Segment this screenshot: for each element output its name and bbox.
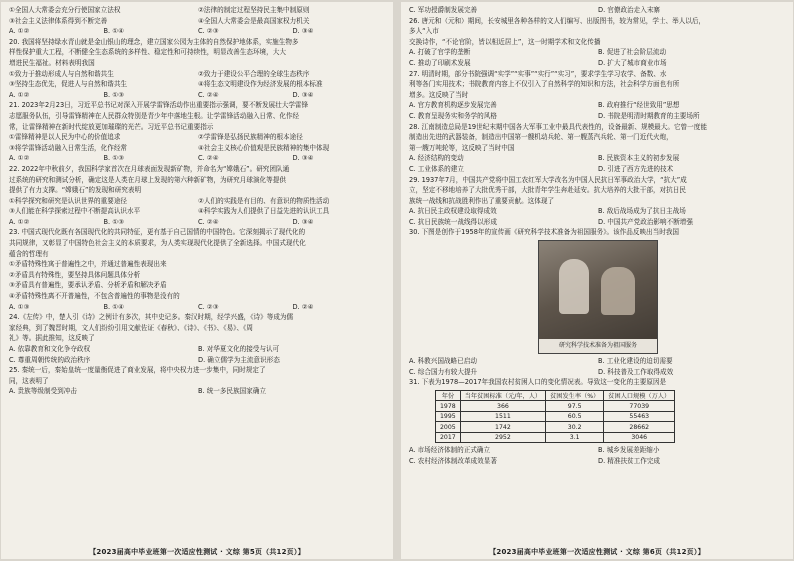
option-row: [409, 100, 787, 111]
table-cell: 2017: [436, 432, 461, 443]
page-6-body-bottom: [409, 445, 787, 466]
option-text: ③坚持生态优先，促进人与自然和谐共生: [9, 80, 128, 89]
question-text-line: 29. 1937年7月，中国共产党将中国工农红军大学改名为中国人民抗日军事政治大学，“抗大”成: [409, 175, 687, 184]
question-text-line: 制造出先进的武器装备，制造出中国第一艘机动兵轮、第一艘蒸汽兵轮、第一门近代火炮，: [409, 133, 673, 142]
table-cell: 97.5: [546, 401, 604, 412]
question-text-line: ④矛盾特殊性离不开普遍性，不包含普遍性的事物是没有的: [9, 292, 180, 301]
option-text: ①科学探究和研究是认识世界的重要途径: [9, 196, 128, 205]
option-text: B. ①④: [103, 302, 125, 311]
question-text-line: 家经典，到了魏晋时期，文人们纷纷引用文献佐证《春秋》、《诗》、《书》、《易》、《周: [9, 323, 253, 332]
table-header-cell: 年份: [436, 390, 461, 401]
option-row: [9, 79, 387, 90]
question-text-line: 共同规律，又彰显了中国特色社会主义的本质要求，为人类实现现代化提供了全新选择。中国式现代化: [9, 239, 306, 248]
option-text: ①致力于推动形成人与自然和谐共生: [9, 69, 114, 78]
page-5-body: [9, 5, 387, 397]
table-cell: 60.5: [546, 411, 604, 422]
option-text: B. 民族资本主义的初步发展: [598, 154, 680, 163]
option-text: B. 统一多民族国家确立: [198, 387, 267, 396]
question-text-line: 蕴含的哲理有: [9, 249, 49, 258]
option-row: [9, 69, 387, 80]
question-text-line: 样性保护重大工程，不断健全生态系统的多样性、稳定性和可持续性，明显改善生态环境，大大: [9, 48, 286, 57]
option-row: [409, 367, 787, 378]
question-text-line: 23. 中国式现代化既有各国现代化的共同特征，更有基于自己国情的中国特色。它深刻揭示了现代化的: [9, 228, 306, 237]
option-row: [9, 302, 387, 313]
option-text: ②人们的实践是有目的、有意识的物质性活动: [198, 196, 330, 205]
option-row: [409, 164, 787, 175]
option-text: ③社会主义法律体系得到不断完善: [9, 16, 108, 25]
option-text: A. 科教兴国战略已启动: [409, 357, 477, 366]
question-text-line: 立，坚定不移地培养了大批优秀干部，大批青年学生奔赴延安。抗大培养的大批干部，对抗日民: [409, 186, 686, 195]
option-row: [409, 445, 787, 456]
option-text: B. ①③: [103, 154, 125, 163]
option-text: A. 市场经济体制的正式确立: [409, 446, 491, 455]
page-5-footer: 【2023届高中毕业班第一次适应性测试 · 文综 第5页（共12页）】: [89, 548, 305, 556]
question-text-line: 族统一战线和抗战胜利作出了重要贡献。这体现了: [409, 196, 555, 205]
question-text-line: 过系统的研究和测试分析，确定这是人类在月球上发现的第六种新矿物，为研究月球演化等提供: [9, 175, 286, 184]
option-text: B. 敌后战场成为了抗日主战场: [598, 207, 686, 216]
table-cell: 2005: [436, 422, 461, 433]
table-header-cell: 贫困人口规模（万人）: [604, 390, 675, 401]
table-cell: 1742: [460, 422, 545, 433]
option-text: C. 军功授爵制发展完善: [409, 6, 478, 14]
question-text-line: ①矛盾特殊性寓于普遍性之中，并通过普遍性表现出来: [9, 260, 167, 269]
option-text: A. 官方教育机构逐步发展完善: [409, 101, 497, 110]
option-text: B. 政府推行“经世致用”思想: [598, 101, 680, 110]
option-text: D. 确立儒学为主流意识形态: [198, 355, 280, 364]
option-text: A. ①③: [9, 302, 30, 311]
option-text: B. 城乡发展差距缩小: [598, 446, 660, 455]
question-text-line: 多人“入市: [409, 27, 439, 36]
option-row: [409, 356, 787, 367]
option-text: A. 经济结构的变动: [409, 154, 464, 163]
table-cell: 3.1: [546, 432, 604, 443]
question-text-line: 第一艘万吨轮等，这反映了当时中国: [409, 143, 515, 152]
option-text: C. 推动了印刷术发展: [409, 58, 471, 67]
propaganda-poster-image: [538, 240, 658, 354]
option-text: ③将学雷锋活动融入日常生活，化作经常: [9, 143, 128, 152]
option-text: ④将生态文明建设作为经济发展的根本标准: [198, 80, 323, 89]
option-row: [9, 196, 387, 207]
option-row: [409, 206, 787, 217]
option-row: [9, 206, 387, 217]
poster-caption: 研究科学技术准备为祖国服务: [539, 339, 657, 353]
question-text-line: 礼》等。据此推知，这反映了: [9, 334, 95, 343]
option-row: [9, 217, 387, 228]
option-text: A. 依靠教育和文化争夺政权: [9, 345, 91, 353]
option-row: [9, 355, 387, 366]
page-5: [1, 2, 393, 559]
page-6-body-mid: [409, 356, 787, 388]
question-text-line: 27. 明清时期，部分书院强调“实学”“实事”“实行”“实习”，要求学生学习农学、备数、水: [409, 69, 667, 78]
option-text: C. 综合国力有较大提升: [409, 367, 478, 376]
option-text: A. ①②: [9, 217, 30, 226]
option-text: C. ②③: [198, 302, 219, 311]
question-text-line: ②矛盾具有特殊性，要坚持具体问题具体分析: [9, 270, 141, 279]
table-header-row: [436, 390, 675, 401]
option-text: D. 扩大了城市商业市场: [598, 58, 667, 67]
option-row: [409, 217, 787, 228]
table-row: [436, 401, 675, 412]
question-text-line: 交换诗作，“不论官阶，皆以相近居上”，这一时期学术和文化传播: [409, 37, 601, 46]
option-text: ④全国人大常委会是最高国家权力机关: [198, 16, 310, 25]
table-cell: 77039: [604, 401, 675, 412]
option-text: C. 抗日民族统一战线得以形成: [409, 217, 497, 226]
option-text: C. 教育呈现务实和务学的风格: [409, 111, 497, 120]
option-text: C. ②④: [198, 90, 219, 99]
option-row: [409, 58, 787, 69]
question-text-line: 增多。这反映了当时: [409, 90, 469, 99]
option-row: [9, 153, 387, 164]
page-6-body-top: [409, 5, 787, 238]
option-text: A. 抗日民主政权建设取得成效: [409, 207, 497, 216]
table-cell: 1978: [436, 401, 461, 412]
option-text: B. 促进了社会阶层流动: [598, 48, 667, 57]
question-text-line: 利等各门实用技术；书院教育内容上不仅引入了自然科学的知识和方法，社会科学方面也有所: [409, 80, 680, 89]
option-row: [9, 16, 387, 27]
option-text: ④科学实践为人们提供了日益先进的认识工具: [198, 207, 330, 216]
table-row: [436, 432, 675, 443]
option-text: A. 贵族等级制受到冲击: [9, 387, 77, 396]
option-text: C. ②④: [198, 217, 219, 226]
table-body: [436, 401, 675, 443]
table-row: [436, 411, 675, 422]
option-row: [9, 344, 387, 355]
table-header-cell: 贫困发生率（%）: [546, 390, 604, 401]
question-text-line: 30. 下图是创作于1958年的宣传画《研究科学技术准备为祖国服务》。该作品反映出当时我国: [409, 228, 680, 237]
question-text-line: 22. 2022年中秋前夕，我国科学家首次在月球表面发现新矿物，并命名为“嫦娥石”。研究团队通: [9, 164, 290, 173]
question-text-line: 志愿服务队伍，引导雷锋精神在人民群众特别是青少年中落地生根。让学雷锋活动融入日常、化作经: [9, 111, 300, 120]
option-text: ②致力于建设公平合理的全球生态秩序: [198, 69, 310, 78]
option-row: [9, 90, 387, 101]
option-text: C. 尊重周朝传统的政治秩序: [9, 355, 91, 364]
question-text-line: 同，这表明了: [9, 376, 49, 385]
option-text: B. ①③: [103, 90, 125, 99]
option-text: B. ①④: [103, 27, 125, 36]
option-text: B. 对华夏文化的接受与认可: [198, 345, 280, 353]
question-text-line: 26. 唐元和（元和）期间，长安城里各种各样的文人们编写、出版图书，较为常见，学士、举人以后，: [409, 16, 706, 25]
option-row: [9, 5, 387, 16]
option-text: C. ②③: [198, 27, 219, 36]
question-text-line: 25. 秦统一后，秦始皇统一度量衡促进了商业发展，将中央权力进一步集中，同时规定了: [9, 366, 266, 375]
table-cell: 3046: [604, 432, 675, 443]
table-cell: 1511: [460, 411, 545, 422]
option-row: [9, 132, 387, 143]
option-row: [9, 386, 387, 397]
question-text-line: 提供了有力支撑。“嫦娥石”的发现和研究表明: [9, 186, 142, 195]
question-text-line: 21. 2023年2月23日，习近平总书记对深入开展学雷锋活动作出重要指示强调，要不断发展壮大学雷锋: [9, 101, 309, 110]
option-text: ②学雷锋是弘扬民族精神的根本途径: [198, 133, 303, 142]
option-text: C. 工业体系的建立: [409, 164, 464, 173]
table-row: [436, 422, 675, 433]
option-row: [409, 5, 787, 16]
option-text: D. 引进了西方先进的技术: [598, 164, 674, 173]
table-cell: 30.2: [546, 422, 604, 433]
question-text-line: 常，让雷锋精神在新时代绽放更加璀璨的光芒。习近平总书记重要指示: [9, 122, 214, 131]
option-text: D. ③④: [292, 27, 314, 36]
page-6-footer: 【2023届高中毕业班第一次适应性测试 · 文综 第6页（共12页）】: [489, 548, 705, 556]
poverty-table: [435, 390, 675, 444]
option-row: [409, 111, 787, 122]
option-row: [9, 143, 387, 154]
option-text: B. 工业化建设的迫切需要: [598, 357, 673, 366]
option-text: D. 中国共产党政治影响不断增强: [598, 217, 693, 226]
question-text-line: 增进民生福祉。材料表明我国: [9, 58, 95, 67]
question-text-line: 20. 我国将坚持绿水青山就是金山银山的理念，建立国家公园为主体的自然保护地体系，实施生物多: [9, 37, 299, 46]
option-row: [409, 153, 787, 164]
option-text: D. 书院是明清时期教育的主要场所: [598, 111, 700, 120]
option-text: D. 精准扶贫工作完成: [598, 456, 661, 465]
table-cell: 28662: [604, 422, 675, 433]
table-header-cell: 当年贫困标准（元/年，人）: [460, 390, 545, 401]
option-text: D. ③④: [292, 154, 314, 163]
option-row: [409, 47, 787, 58]
option-text: ③人们能在科学探索过程中不断提高认识水平: [9, 207, 141, 216]
option-text: A. ①②: [9, 27, 30, 36]
option-text: A. ①②: [9, 90, 30, 99]
option-text: C. 农村经济体制改革成效显著: [409, 456, 497, 465]
table-cell: 366: [460, 401, 545, 412]
option-text: B. ①③: [103, 217, 125, 226]
option-row: [9, 26, 387, 37]
option-text: A. ①②: [9, 154, 30, 163]
poster-figure-left: [559, 259, 589, 314]
poster-figure-right: [601, 267, 635, 315]
table-cell: 55463: [604, 411, 675, 422]
option-text: ①全国人大常委会充分行使国家立法权: [9, 6, 121, 14]
question-text-line: 24.《左传》中，楚人引《诗》之例计有多次，其中史记多。秦汉时期，经学兴盛，《诗》等成为儒: [9, 313, 294, 322]
option-text: D. 官僚政治走入末寨: [598, 6, 661, 14]
option-text: ②法律的制定过程坚持民主集中制原则: [198, 6, 310, 14]
page-6: [401, 2, 793, 559]
option-row: [409, 456, 787, 467]
question-text-line: 28. 江南制造总局是19世纪末期中国各大军事工业中最具代表性的，设备最新、规模最大。它曾一度能: [409, 122, 707, 131]
option-text: C. ②④: [198, 154, 219, 163]
option-text: D. ③④: [292, 90, 314, 99]
option-text: ④社会主义核心价值观是民族精神的集中体现: [198, 143, 330, 152]
table-cell: 2952: [460, 432, 545, 443]
table-cell: 1995: [436, 411, 461, 422]
question-text-line: ③矛盾具有普遍性，要承认矛盾、分析矛盾和解决矛盾: [9, 281, 167, 290]
option-text: D. ②④: [292, 302, 314, 311]
option-text: ①雷锋精神是以人民为中心的价值追求: [9, 133, 121, 142]
question-text-line: 31. 下表为1978—2017年我国农村贫困人口的变化情况表。导致这一变化的主要原因是: [409, 378, 667, 387]
option-text: D. ③④: [292, 217, 314, 226]
option-text: A. 打破了官学的垄断: [409, 48, 471, 57]
option-text: D. 科技普及工作取得成效: [598, 367, 674, 376]
